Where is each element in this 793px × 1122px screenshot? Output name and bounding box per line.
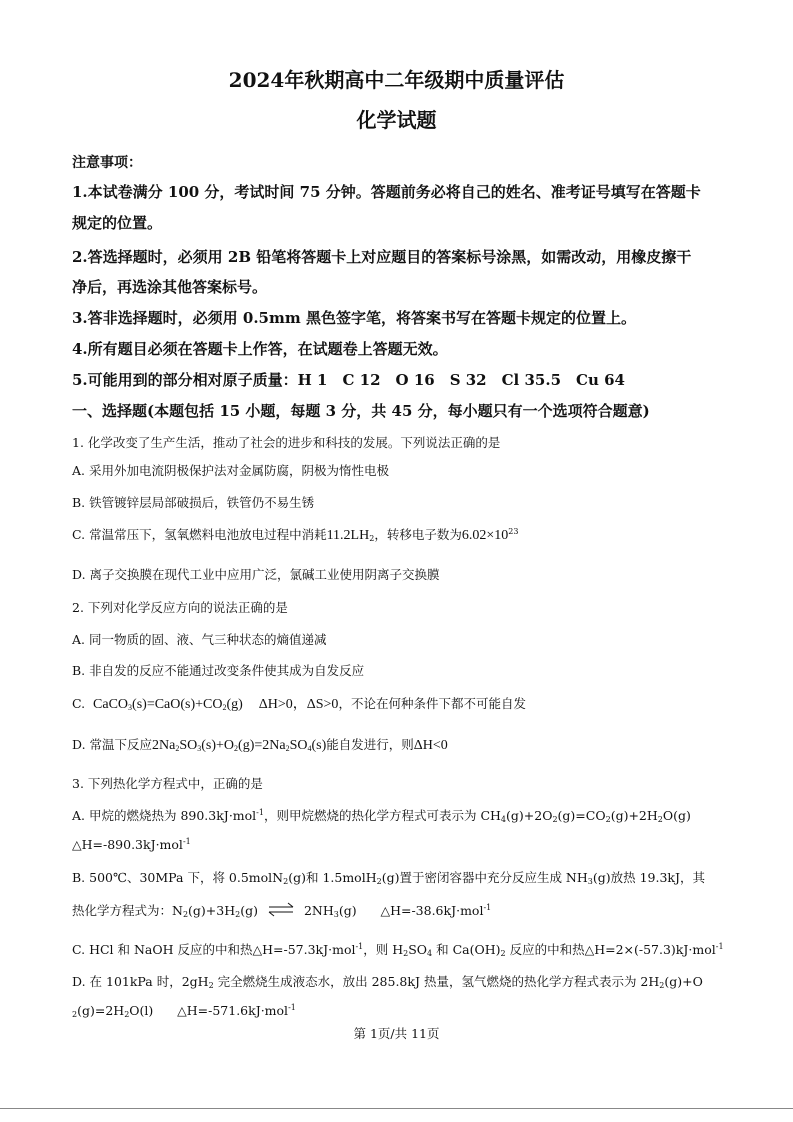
question-3-option-b-cont: 热化学方程式为：$N_2(g)+3H_2(g)$ $2NH_3(g)$ △H=-38.6kJ·mol$^{-1}$ bbox=[72, 900, 491, 920]
question-3-option-d-cont: $_2(g)=2H_2O(l)$ △H=-571.6kJ·mol$^{-1}$ bbox=[72, 1003, 296, 1019]
question-1-option-c: C. 常温常压下，氢氧燃料电池放电过程中消耗$11.2LH_2$，转移电子数为$6.02\times 10^{23}$ bbox=[72, 527, 519, 543]
notice-item-1: 1.本试卷满分 100 分，考试时间 75 分钟。答题前务必将自己的姓名、准考证号填写在答题卡 bbox=[72, 183, 701, 201]
equation-na2so3: $2Na_2SO_3(s)+O_2(g)=2Na_2SO_4(s)$ bbox=[152, 738, 327, 753]
notice-item-1-cont: 规定的位置。 bbox=[72, 214, 163, 232]
bottom-rule bbox=[0, 1108, 793, 1109]
page-footer: 第 1页/共 11页 bbox=[353, 1026, 440, 1041]
question-2-option-b: B. 非自发的反应不能通过改变条件使其成为自发反应 bbox=[72, 663, 365, 678]
notice-item-4: 4.所有题目必须在答题卡上作答，在试题卷上答题无效。 bbox=[72, 340, 448, 358]
subject-title: 化学试题 bbox=[356, 108, 437, 132]
question-3-stem: 3. 下列热化学方程式中，正确的是 bbox=[72, 776, 263, 791]
section-heading: 一、选择题(本题包括 15 小题，每题 3 分，共 45 分，每小题只有一个选项符合题意) bbox=[72, 402, 650, 420]
question-2-option-a: A. 同一物质的固、液、气三种状态的熵值递减 bbox=[72, 632, 327, 647]
question-3-option-b: B. 500℃、30MPa 下，将 0.5molN$_2$(g)和 1.5molH$_2$(g)置于密闭容器中充分反应生成 $NH_3(g)$放热 19.3kJ，其 bbox=[72, 870, 706, 886]
question-2-stem: 2. 下列对化学反应方向的说法正确的是 bbox=[72, 600, 288, 615]
question-2-option-c: C. $CaCO_3(s)=CaO(s)+CO_2(g)$ ΔH>0，ΔS>0，不论在何种条件下都不可能自发 bbox=[72, 696, 526, 712]
notice-heading: 注意事项： bbox=[72, 155, 142, 171]
equation-caco3: $CaCO_3(s)=CaO(s)+CO_2(g)$ bbox=[93, 697, 243, 712]
reversible-arrow-icon bbox=[266, 900, 296, 920]
notice-item-2: 2.答选择题时，必须用 2B 铅笔将答题卡上对应题目的答案标号涂黑，如需改动，用橡皮擦干 bbox=[72, 248, 692, 266]
question-3-option-a: A. 甲烷的燃烧热为 890.3kJ·mol$^{-1}$，则甲烷燃烧的热化学方程式可表示为 $CH_4(g)+2O_2(g)=CO_2(g)+2H_2O(g)$ bbox=[72, 808, 691, 824]
document-title: 2024年秋期高中二年级期中质量评估 bbox=[228, 68, 565, 92]
notice-item-2-cont: 净后，再选涂其他答案标号。 bbox=[72, 278, 268, 296]
notice-item-5: 5.可能用到的部分相对原子质量：H 1 C 12 O 16 S 32 Cl 35.5 Cu 64 bbox=[72, 371, 625, 389]
question-3-option-a-cont: △H=-890.3kJ·mol$^{-1}$ bbox=[72, 837, 191, 852]
question-1-option-a: A. 采用外加电流阴极保护法对金属防腐，阴极为惰性电极 bbox=[72, 463, 389, 478]
question-3-option-d: D. 在 101kPa 时，$2gH_2$ 完全燃烧生成液态水，放出 285.8kJ 热量，氢气燃烧的热化学方程式表示为 $2H_2(g)+O$ bbox=[72, 974, 703, 990]
question-3-option-c: C. HCl 和 NaOH 反应的中和热△H=-57.3kJ·mol$^{-1}$，则 $H_2SO_4$ 和 $Ca(OH)_2$ 反应的中和热△H=2×(-57.3)kJ·mol$^{-1}$ bbox=[72, 942, 724, 958]
question-1-stem: 1. 化学改变了生产生活，推动了社会的进步和科技的发展。下列说法正确的是 bbox=[72, 435, 501, 450]
question-1-option-d: D. 离子交换膜在现代工业中应用广泛，氯碱工业使用阴离子交换膜 bbox=[72, 567, 440, 582]
notice-item-3: 3.答非选择题时，必须用 0.5mm 黑色签字笔，将答案书写在答题卡规定的位置上。 bbox=[72, 309, 636, 327]
question-2-option-d: D. 常温下反应$2Na_2SO_3(s)+O_2(g)=2Na_2SO_4(s)$能自发进行，则ΔH<0 bbox=[72, 737, 448, 753]
question-1-option-b: B. 铁管镀锌层局部破损后，铁管仍不易生锈 bbox=[72, 495, 315, 510]
